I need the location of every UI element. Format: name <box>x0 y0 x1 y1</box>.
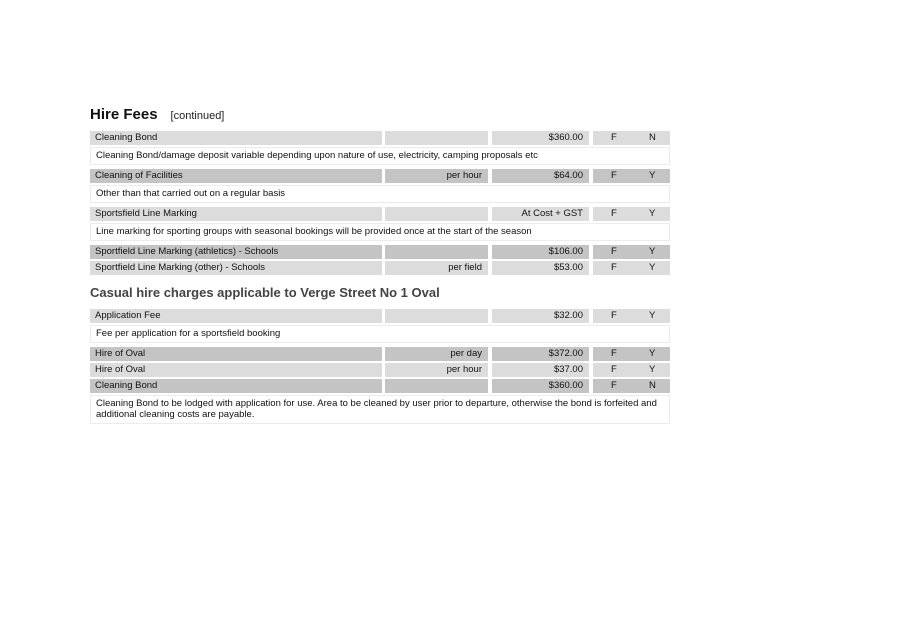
item-name: Application Fee <box>90 309 382 323</box>
row-note: Line marking for sporting groups with seasonal bookings will be provided once at the start of the season <box>90 223 670 241</box>
item-codes <box>593 379 670 393</box>
flag-code: Y <box>649 246 656 257</box>
item-codes <box>593 131 670 145</box>
item-unit <box>385 309 488 323</box>
flag-code: Y <box>649 348 656 359</box>
item-unit: per field <box>385 261 488 275</box>
item-fee: $360.00 <box>492 379 589 393</box>
item-fee: $53.00 <box>492 261 589 275</box>
hire-fees-table <box>90 131 670 277</box>
item-fee: At Cost + GST <box>492 207 589 221</box>
item-codes <box>593 169 670 183</box>
table-row <box>90 347 670 361</box>
gst-code: F <box>611 348 617 359</box>
gst-code: F <box>611 170 617 181</box>
item-unit: per hour <box>385 169 488 183</box>
item-codes <box>593 261 670 275</box>
flag-code: Y <box>649 262 656 273</box>
flag-code: N <box>649 380 656 391</box>
row-note: Cleaning Bond to be lodged with application for use. Area to be cleaned by user prior to departure, otherwise the bond is forfeited and additional cleaning costs are payable. <box>90 395 670 424</box>
item-codes <box>593 347 670 361</box>
item-fee: $32.00 <box>492 309 589 323</box>
item-name: Cleaning Bond <box>90 379 382 393</box>
item-name: Hire of Oval <box>90 347 382 361</box>
item-unit <box>385 379 488 393</box>
gst-code: F <box>611 262 617 273</box>
item-codes <box>593 207 670 221</box>
item-name: Sportfield Line Marking (other) - Schools <box>90 261 382 275</box>
item-name: Sportsfield Line Marking <box>90 207 382 221</box>
item-name: Hire of Oval <box>90 363 382 377</box>
item-codes <box>593 309 670 323</box>
table-row <box>90 261 670 275</box>
continued-label: [continued] <box>170 110 225 122</box>
item-codes <box>593 245 670 259</box>
item-fee: $37.00 <box>492 363 589 377</box>
gst-code: F <box>611 380 617 391</box>
row-note: Other than that carried out on a regular basis <box>90 185 670 203</box>
gst-code: F <box>611 310 617 321</box>
section-title: Casual hire charges applicable to Verge Street No 1 Oval <box>90 285 440 300</box>
page-title: Hire Fees <box>90 106 158 123</box>
casual-hire-table <box>90 309 670 428</box>
item-unit: per day <box>385 347 488 361</box>
table-row <box>90 379 670 393</box>
table-row <box>90 131 670 145</box>
item-name: Sportfield Line Marking (athletics) - Schools <box>90 245 382 259</box>
gst-code: F <box>611 364 617 375</box>
item-name: Cleaning Bond <box>90 131 382 145</box>
item-unit: per hour <box>385 363 488 377</box>
gst-code: F <box>611 246 617 257</box>
flag-code: Y <box>649 310 656 321</box>
item-unit <box>385 207 488 221</box>
item-codes <box>593 363 670 377</box>
table-row <box>90 207 670 221</box>
row-note: Cleaning Bond/damage deposit variable depending upon nature of use, electricity, camping proposals etc <box>90 147 670 165</box>
heading-row <box>90 106 224 123</box>
item-unit <box>385 245 488 259</box>
flag-code: Y <box>649 208 656 219</box>
gst-code: F <box>611 208 617 219</box>
table-row <box>90 363 670 377</box>
table-row <box>90 169 670 183</box>
item-unit <box>385 131 488 145</box>
item-fee: $106.00 <box>492 245 589 259</box>
item-name: Cleaning of Facilities <box>90 169 382 183</box>
flag-code: N <box>649 132 656 143</box>
gst-code: F <box>611 132 617 143</box>
table-row <box>90 245 670 259</box>
item-fee: $372.00 <box>492 347 589 361</box>
table-row <box>90 309 670 323</box>
flag-code: Y <box>649 170 656 181</box>
item-fee: $64.00 <box>492 169 589 183</box>
row-note: Fee per application for a sportsfield booking <box>90 325 670 343</box>
item-fee: $360.00 <box>492 131 589 145</box>
flag-code: Y <box>649 364 656 375</box>
